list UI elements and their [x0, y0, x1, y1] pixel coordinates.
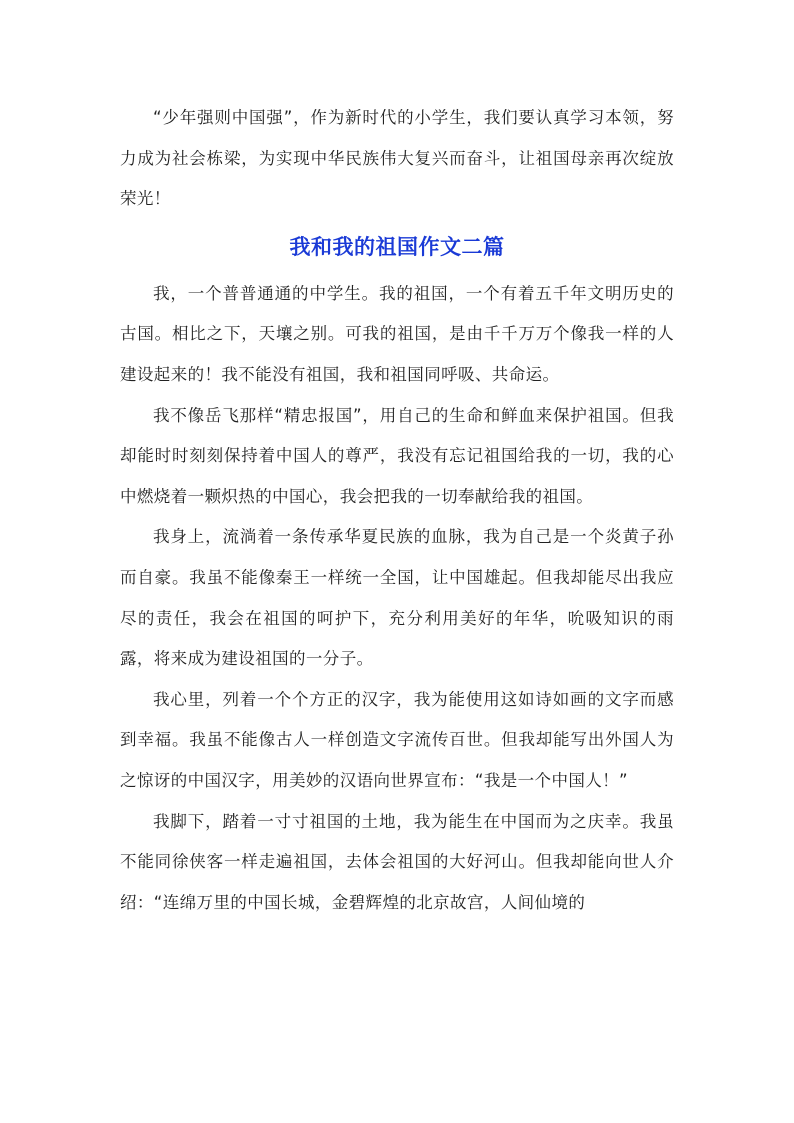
essay-title: 我和我的祖国作文二篇 [289, 234, 505, 259]
essay-paragraph-5: 我脚下，踏着一寸寸祖国的土地，我为能生在中国而为之庆幸。我虽不能同徐侠客一样走遍祖国，去体会祖国的大好河山。但我却能向世人介绍：“连绵万里的中国长城，金碧辉煌的北京故宫，人间仙境的 [120, 811, 674, 912]
document-page [120, 98, 674, 923]
intro-paragraph: “少年强则中国强”，作为新时代的小学生，我们要认真学习本领，努力成为社会栋梁，为实现中华民族伟大复兴而奋斗，让祖国母亲再次绽放荣光！ [120, 108, 674, 209]
essay-paragraph-2: 我不像岳飞那样“精忠报国”，用自己的生命和鲜血来保护祖国。但我却能时时刻刻保持着中国人的尊严，我没有忘记祖国给我的一切，我的心中燃烧着一颗炽热的中国心，我会把我的一切奉献给我的祖国。 [120, 405, 674, 506]
essay-paragraph-3: 我身上，流淌着一条传承华夏民族的血脉，我为自己是一个炎黄子孙而自豪。我虽不能像秦王一样统一全国，让中国雄起。但我却能尽出我应尽的责任，我会在祖国的呵护下，充分利用美好的年华，吮吸知识的雨露，将来成为建设祖国的一分子。 [120, 527, 674, 669]
essay-paragraph-4: 我心里，列着一个个方正的汉字，我为能使用这如诗如画的文字而感到幸福。我虽不能像古人一样创造文字流传百世。但我却能写出外国人为之惊讶的中国汉字，用美妙的汉语向世界宣布：“我是一个中国人！” [120, 689, 674, 790]
essay-paragraph-1: 我，一个普普通通的中学生。我的祖国，一个有着五千年文明历史的古国。相比之下，天壤之别。可我的祖国，是由千千万万个像我一样的人建设起来的！我不能没有祖国，我和祖国同呼吸、共命运。 [120, 283, 674, 384]
